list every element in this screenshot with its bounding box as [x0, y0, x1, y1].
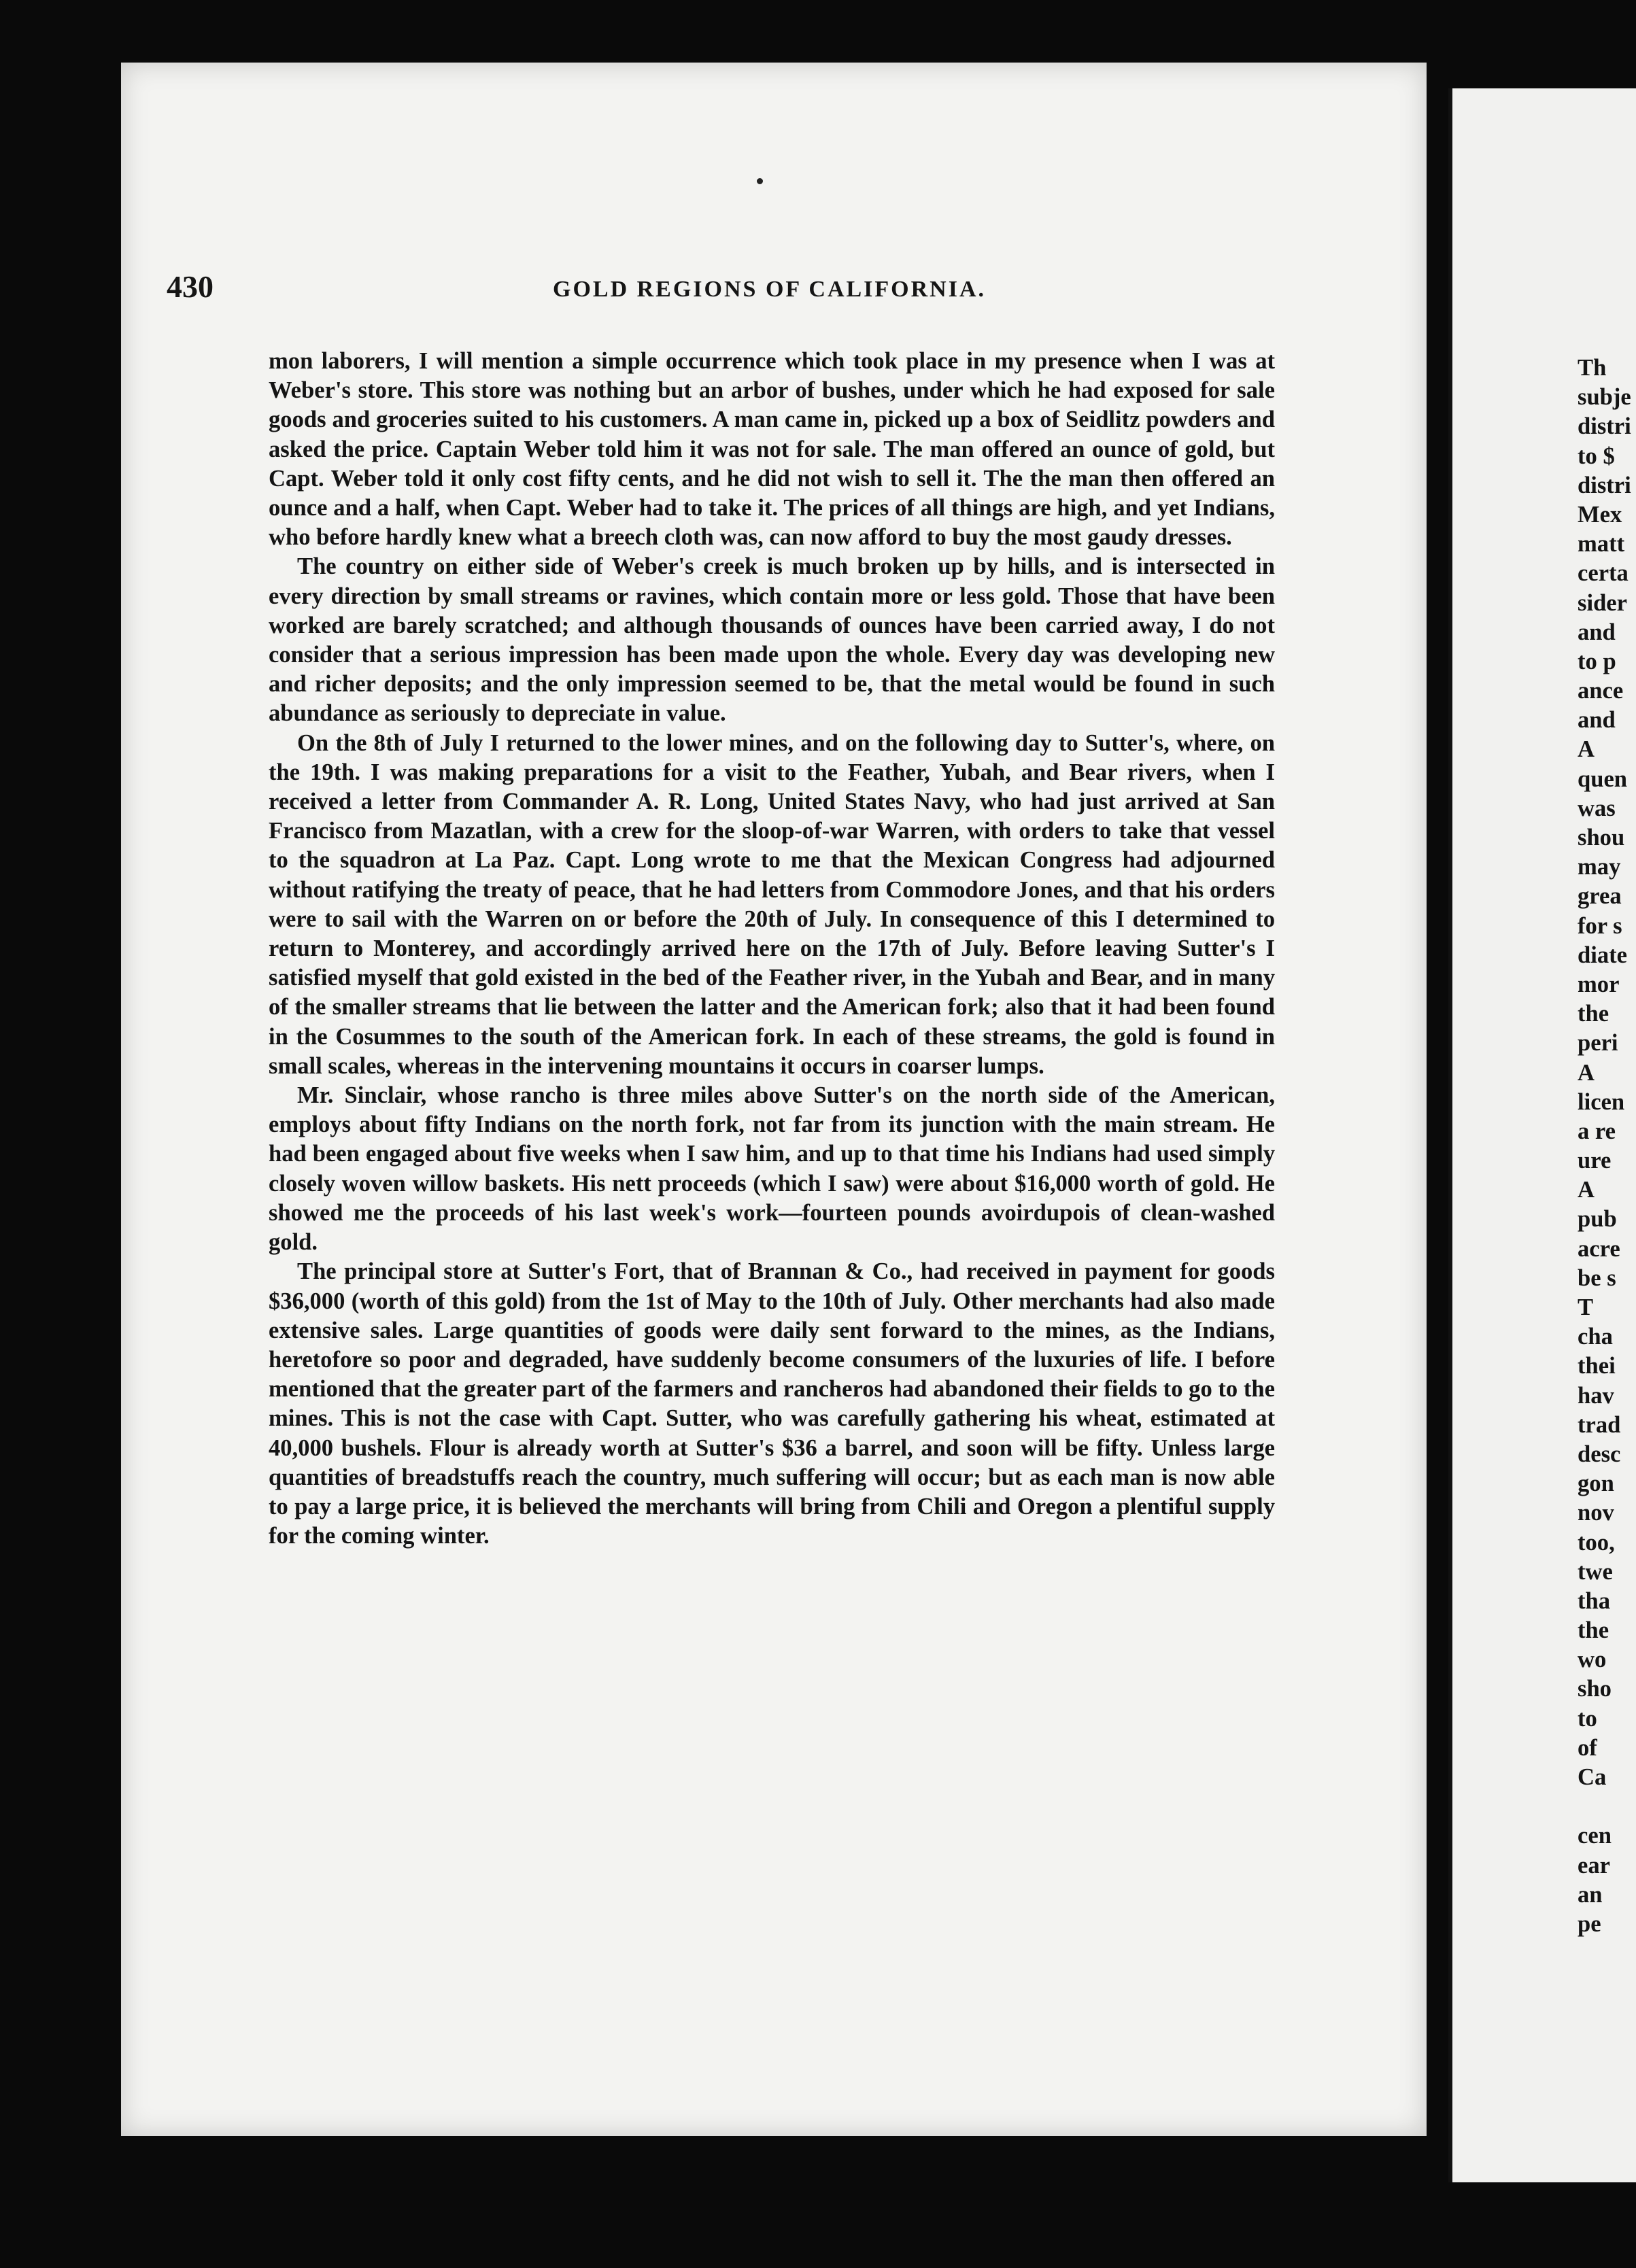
facing-page-line: Ca: [1578, 1764, 1607, 1790]
facing-page-line: trad: [1578, 1411, 1621, 1438]
facing-page-line: A: [1578, 1059, 1595, 1086]
facing-page-line: too,: [1578, 1529, 1615, 1556]
facing-page-line: the: [1578, 1001, 1609, 1027]
facing-page-line: an: [1578, 1881, 1603, 1908]
facing-page-line: sider: [1578, 589, 1627, 616]
facing-page-line: acre: [1578, 1235, 1620, 1262]
facing-page-line: ance: [1578, 678, 1624, 704]
facing-page-line: hav: [1578, 1382, 1614, 1409]
facing-page-line: pub: [1578, 1206, 1617, 1233]
facing-page-line: Mex: [1578, 501, 1622, 528]
facing-page-line: distri: [1578, 413, 1631, 440]
facing-page-line: T: [1578, 1294, 1594, 1320]
facing-page-line: cen: [1578, 1823, 1612, 1849]
facing-page-line: A: [1578, 736, 1595, 763]
facing-page-line: A: [1578, 1177, 1595, 1203]
facing-page-line: peri: [1578, 1030, 1618, 1056]
facing-page-line: diate: [1578, 942, 1627, 968]
facing-page-text: [1578, 354, 1636, 1939]
running-title: GOLD REGIONS OF CALIFORNIA.: [553, 277, 987, 302]
facing-page-line: and: [1578, 707, 1616, 734]
paragraph: On the 8th of July I returned to the lower mines, and on the following day to Sutter's, where, on the 19th. I was making preparations for a visit to the Feather, Yubah, and Bear rivers, when I received a letter from Commander A. R. Long, United States Navy, who had just arrived at San Francisco from Mazatlan, with a crew for the sloop-of-war Warren, with orders to take that vessel to the squadron at La Paz. Capt. Long wrote to me that the Mexican Congress had adjourned without ratifying the treaty of peace, that he had letters from Commodore Jones, and that his orders were to sail with the Warren on or before the 20th of July. In consequence of this I determined to return to Monterey, and accordingly arrived here on the 17th of July. Before leaving Sutter's I satisfied myself that gold existed in the bed of the Feather river, in the Yubah and Bear, and in many of the smaller streams that lie between the latter and the American fork; also that it had been found in the Cosummes to the south of the American fork. In each of these streams, the gold is found in small scales, whereas in the intervening mountains it occurs in coarser lumps.: [269, 729, 1275, 1079]
facing-page-line: ure: [1578, 1148, 1612, 1174]
facing-page-line: distri: [1578, 472, 1631, 498]
facing-page-line: subje: [1578, 384, 1631, 411]
paragraph: mon laborers, I will mention a simple occurrence which took place in my presence when I was at Weber's store. This store was nothing but an arbor of bushes, under which he had exposed for sale goods and groceries suited to his customers. A man came in, picked up a box of Seidlitz powders and asked the price. Captain Weber told him it was not for sale. The man offered an ounce of gold, but Capt. Weber told it only cost fifty cents, and he did not wish to sell it. The the man then offered an ounce and a half, when Capt. Weber had to take it. The prices of all things are high, and yet Indians, who before hardly knew what a breech cloth was, can now afford to buy the most gaudy dresses.: [269, 348, 1275, 551]
facing-page-line: matt: [1578, 531, 1625, 557]
facing-page-line: sho: [1578, 1676, 1612, 1702]
facing-page-line: be s: [1578, 1265, 1616, 1291]
facing-page-line: thei: [1578, 1353, 1616, 1379]
facing-page-line: shou: [1578, 825, 1625, 850]
facing-page-line: wo: [1578, 1647, 1607, 1673]
facing-page-line: to $: [1578, 443, 1615, 469]
facing-page-line: may: [1578, 854, 1621, 880]
facing-page-line: of: [1578, 1734, 1597, 1761]
facing-page-line: twe: [1578, 1558, 1613, 1585]
facing-page-line: desc: [1578, 1441, 1621, 1467]
facing-page-line: Th: [1578, 355, 1607, 381]
facing-page-line: and: [1578, 619, 1616, 645]
facing-page-line: to: [1578, 1705, 1597, 1732]
running-head: [167, 269, 1289, 309]
facing-page-line: a re: [1578, 1118, 1616, 1144]
facing-page-line: nov: [1578, 1500, 1614, 1526]
facing-page-line: licen: [1578, 1088, 1625, 1115]
facing-page-line: quen: [1578, 766, 1628, 792]
facing-page-line: tha: [1578, 1587, 1611, 1614]
paragraph: The principal store at Sutter's Fort, that of Brannan & Co., had received in payment for goods $36,000 (worth of this gold) from the 1st of May to the 10th of July. Other merchants had also made extensive sales. Large quantities of goods were daily sent forward to the mines, as the Indians, heretofore so poor and degraded, have suddenly become consumers of the luxuries of life. I before mentioned that the greater part of the farmers and rancheros had abandoned their fields to go to the mines. This is not the case with Capt. Sutter, who was carefully gathering his wheat, estimated at 40,000 bushels. Flour is already worth at Sutter's $36 a barrel, and soon will be fifty. Unless large quantities of breadstuffs reach the country, much suffering will occur; but as each man is now able to pay a large price, it is believed the merchants will bring from Chili and Oregon a plentiful supply for the coming winter.: [269, 1258, 1275, 1549]
page-number: 430: [167, 269, 214, 304]
facing-page-line: was: [1578, 795, 1616, 821]
ink-speck: [757, 178, 763, 184]
facing-page-line: [1578, 1792, 1636, 1821]
body-text: [269, 347, 1275, 1551]
facing-page-line: for s: [1578, 912, 1622, 939]
paragraph: The country on either side of Weber's creek is much broken up by hills, and is intersected in every direction by small streams or ravines, which contain more or less gold. Those that have been worked are barely scratched; and although thousands of ounces have been carried away, I do not consider that a serious impression has been made upon the whole. Every day was developing new and richer deposits; and the only impression seemed to be, that the metal would be found in such abundance as seriously to depreciate in value.: [269, 553, 1275, 727]
facing-page-line: ear: [1578, 1852, 1610, 1878]
facing-page-line: mor: [1578, 971, 1620, 997]
facing-page-line: gon: [1578, 1471, 1614, 1497]
facing-page-line: cha: [1578, 1324, 1613, 1350]
paragraph: Mr. Sinclair, whose rancho is three miles above Sutter's on the north side of the American, employs about fifty Indians on the north fork, not far from its junction with the main stream. He had been engaged about five weeks when I saw him, and up to that time his Indians had used simply closely woven willow baskets. His nett proceeds (which I saw) were about $16,000 worth of gold. He showed me the proceeds of his last week's work—fourteen pounds avoirdupois of clean-washed gold.: [269, 1082, 1275, 1256]
facing-page-line: grea: [1578, 883, 1622, 910]
facing-page-line: certa: [1578, 560, 1629, 587]
facing-page-line: the: [1578, 1617, 1609, 1644]
facing-page-line: pe: [1578, 1910, 1601, 1937]
facing-page-line: to p: [1578, 648, 1616, 674]
